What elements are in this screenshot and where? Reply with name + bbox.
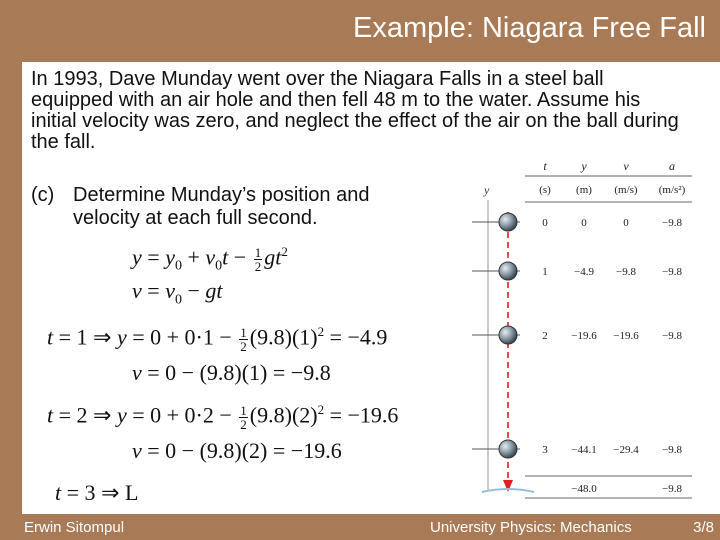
table-unit-0: (s) [539,184,551,196]
table-cell-r4-c3: −9.8 [662,483,682,495]
ball-t3 [499,440,517,458]
part-c-line1: Determine Munday’s position and [73,184,370,206]
fall-arrowhead [503,480,513,492]
table-cell-r0-c3: −9.8 [662,217,682,229]
footer-author: Erwin Sitompul [24,519,125,536]
table-unit-2: (m/s) [614,184,638,196]
table-header-0: t [543,159,547,173]
table-cell-r4-c1: −48.0 [571,483,597,495]
footer-page-number: 3/8 [693,519,714,536]
table-header-2: v [623,159,629,173]
equation-t2-velocity: v = 0 − (9.8)(2) = −19.6 [132,438,342,463]
y-axis-label: y [484,183,490,197]
table-cell-r0-c0: 0 [542,217,548,229]
ball-t0 [499,213,517,231]
table-unit-3: (m/s²) [658,184,686,196]
table-cell-r1-c0: 1 [542,266,548,278]
table-cell-r2-c1: −19.6 [571,330,597,342]
table-unit-1: (m) [576,184,592,196]
equation-position-general: $y = y_0 + v_0t$ − $\frac{1}{2}$ $gt^2$ [132,244,288,274]
table-cell-r2-c2: −19.6 [613,330,639,342]
equation-t2-position: t = 2 ⇒ y = 0 + 0·2 − $\frac{1}{2}$ $(9.8)(2)^2 = -19.6$ [47,402,399,432]
table-cell-r1-c1: −4.9 [574,266,594,278]
slide-title: Example: Niagara Free Fall [353,12,706,44]
equation-velocity-general: $v = v_0$ − gt [132,278,223,308]
table-cell-r1-c3: −9.8 [662,266,682,278]
table-cell-r3-c0: 3 [542,444,548,456]
ball-t2 [499,326,517,344]
footer-course: University Physics: Mechanics [430,519,632,536]
free-fall-figure [22,62,720,514]
table-cell-r1-c2: −9.8 [616,266,636,278]
equation-t1-position: t = 1 ⇒ y = 0 + 0·1 − $\frac{1}{2}$ $(9.8)(1)^2 = -4.9$ [47,324,388,354]
problem-statement: In 1993, Dave Munday went over the Niagara Falls in a steel ball equipped with an air hole and then fell 48 m to the water. Assume his initial velocity was zero, and neglect the effect of the air on the ball during the fall. [31,68,679,153]
table-cell-r0-c2: 0 [623,217,629,229]
table-cell-r2-c0: 2 [542,330,548,342]
table-cell-r2-c3: −9.8 [662,330,682,342]
table-cell-r3-c2: −29.4 [613,444,639,456]
equation-t1-velocity: v = 0 − (9.8)(1) = −9.8 [132,360,331,385]
table-cell-r3-c3: −9.8 [662,444,682,456]
ball-t1 [499,262,517,280]
part-c-line2: velocity at each full second. [73,207,318,229]
table-cell-r0-c1: 0 [581,217,587,229]
table-header-3: a [669,159,675,173]
part-c-label: (c) [31,184,55,206]
table-header-1: y [581,159,587,173]
equation-t3: t = 3 ⇒ L [55,480,139,505]
content-panel [22,62,720,514]
table-cell-r3-c1: −44.1 [571,444,597,456]
